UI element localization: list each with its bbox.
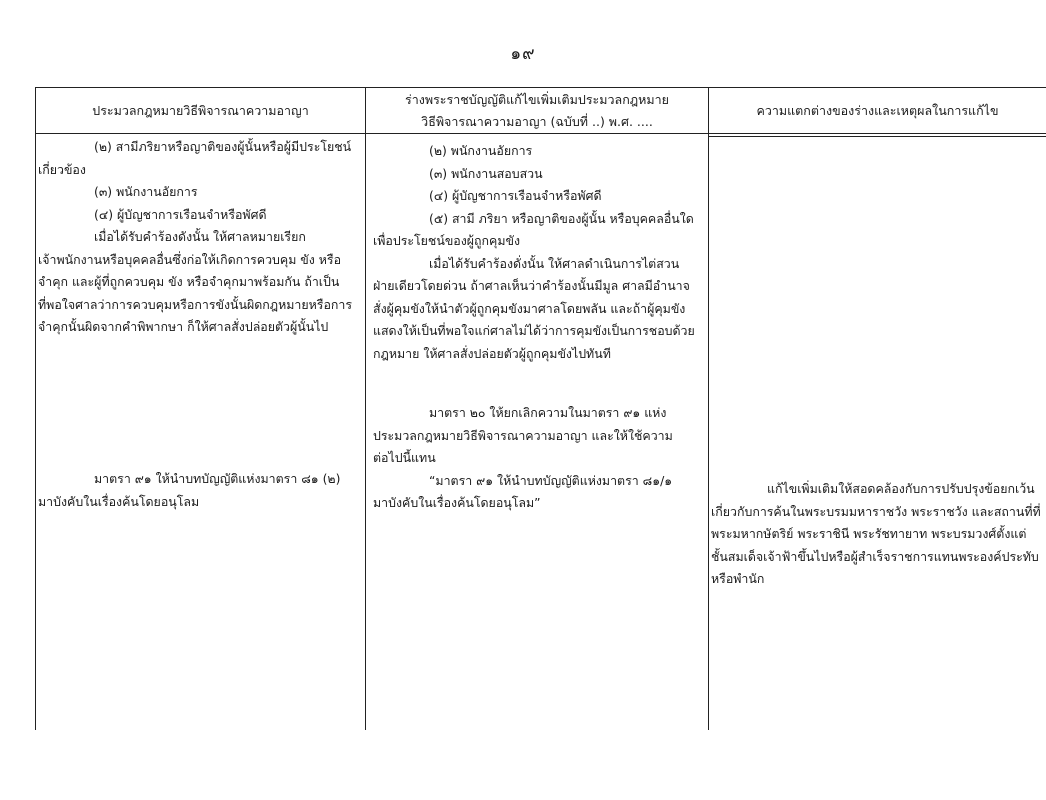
text-line: มาบังคับในเรื่องค้นโดยอนุโลม” — [373, 495, 541, 510]
column-divider-1 — [365, 87, 366, 730]
text-line: (๒) สามีภริยาหรือญาติของผู้นั้นหรือผู้มีประโยชน์ — [94, 139, 352, 154]
text-line: เพื่อประโยชน์ของผู้ถูกคุมขัง — [373, 233, 521, 248]
text-line: พระมหากษัตริย์ พระราชินี พระรัชทายาท พระบรมวงศ์ตั้งแต่ — [711, 526, 1027, 541]
text-line: จำคุก และผู้ที่ถูกควบคุม ขัง หรือจำคุกมาพร้อมกัน ถ้าเป็น — [38, 274, 340, 289]
text-line: หรือพำนัก — [711, 571, 765, 586]
text-line: จำคุกนั้นผิดจากคำพิพากษา ก็ให้ศาลสั่งปล่อยตัวผู้นั้นไป — [38, 319, 329, 334]
text-line: มาตรา ๙๑ ให้นำบทบัญญัติแห่งมาตรา ๘๑ (๒) — [94, 471, 341, 486]
text-line: ฝ่ายเดียวโดยด่วน ถ้าศาลเห็นว่าคำร้องนั้นมีมูล ศาลมีอำนาจ — [373, 278, 690, 293]
current-law-text-block-1 — [38, 136, 363, 339]
header-current-law — [36, 88, 365, 133]
text-line: เมื่อได้รับคำร้องดั่งนั้น ให้ศาลดำเนินการไต่สวน — [429, 255, 680, 271]
text-line: สั่งผู้คุมขังให้นำตัวผู้ถูกคุมขังมาศาลโดยพลัน และถ้าผู้คุมขัง — [373, 300, 686, 316]
text-line: ชั้นสมเด็จเจ้าฟ้าขึ้นไปหรือผู้สำเร็จราชการแทนพระองค์ประทับ — [711, 548, 1039, 564]
text-line: ต่อไปนี้แทน — [373, 450, 436, 465]
header-current-law-label: ประมวลกฎหมายวิธีพิจารณาความอาญา — [92, 102, 309, 118]
text-line: มาตรา ๒๐ ให้ยกเลิกความในมาตรา ๙๑ แห่ง — [429, 405, 667, 420]
text-line: มาบังคับในเรื่องค้นโดยอนุโลม — [38, 493, 200, 509]
text-line: (๔) ผู้บัญชาการเรือนจำหรือพัศดี — [94, 206, 267, 222]
text-line: (๕) สามี ภริยา หรือญาติของผู้นั้น หรือบุคคลอื่นใด — [429, 210, 694, 226]
differences-text-block — [711, 478, 1046, 591]
text-line: (๒) พนักงานอัยการ — [429, 143, 533, 158]
text-line: เจ้าพนักงานหรือบุคคลอื่นซึ่งก่อให้เกิดการควบคุม ขัง หรือ — [38, 251, 342, 267]
header-draft-bill-line1: ร่างพระราชบัญญัติแก้ไขเพิ่มเติมประมวลกฎหมาย — [405, 91, 669, 107]
text-line: “มาตรา ๙๑ ให้นำบทบัญญัติแห่งมาตรา ๘๑/๑ — [429, 472, 673, 488]
text-line: ประมวลกฎหมายวิธีพิจารณาความอาญา และให้ใช้ความ — [373, 427, 673, 443]
draft-bill-text-block-2 — [373, 402, 706, 515]
header-divider — [35, 133, 1046, 134]
header-draft-bill-line2: วิธีพิจารณาความอาญา (ฉบับที่ ..) พ.ศ. .... — [421, 113, 653, 129]
text-line: แก้ไขเพิ่มเติมให้สอดคล้องกับการปรับปรุงข้อยกเว้น — [767, 481, 1035, 496]
header-draft-bill — [366, 88, 708, 133]
header-divider-double — [708, 136, 1046, 137]
page-number: ๑๙ — [510, 44, 536, 64]
header-differences-label: ความแตกต่างของร่างและเหตุผลในการแก้ไข — [756, 102, 999, 118]
text-line: เกี่ยวข้อง — [38, 161, 86, 177]
text-line: (๔) ผู้บัญชาการเรือนจำหรือพัศดี — [429, 188, 602, 203]
text-line: กฎหมาย ให้ศาลสั่งปล่อยตัวผู้ถูกคุมขังไปทันที — [373, 345, 611, 361]
current-law-text-block-2 — [38, 468, 363, 513]
text-line: ที่พอใจศาลว่าการควบคุมหรือการขังนั้นผิดกฎหมายหรือการ — [38, 296, 353, 312]
text-line: แสดงให้เป็นที่พอใจแก่ศาลไม่ได้ว่าการคุมขังเป็นการชอบด้วย — [373, 323, 695, 338]
text-line: (๓) พนักงานอัยการ — [94, 184, 198, 199]
text-line: เกี่ยวกับการค้นในพระบรมมหาราชวัง พระราชวัง และสถานที่ที่ — [711, 503, 1041, 519]
header-differences-reasons — [709, 88, 1046, 133]
text-line: เมื่อได้รับคำร้องดังนั้น ให้ศาลหมายเรียก — [94, 229, 306, 244]
draft-bill-text-block-1 — [373, 140, 706, 365]
text-line: (๓) พนักงานสอบสวน — [429, 165, 543, 181]
column-divider-2 — [708, 87, 709, 730]
